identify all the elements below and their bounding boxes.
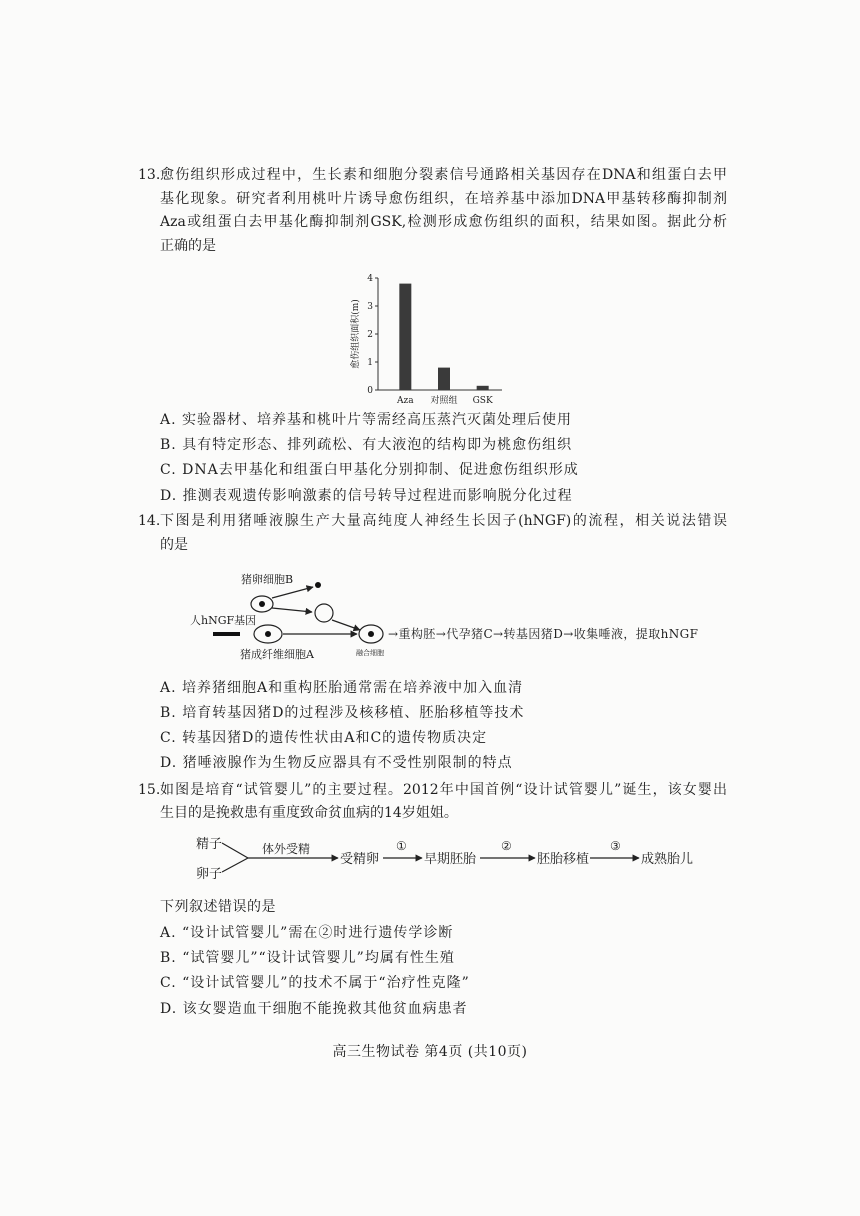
fertilization-label: 体外受精 xyxy=(262,842,311,856)
egg-cell-b-label: 猪卵细胞B xyxy=(241,573,294,586)
question-15-option-c: C. “设计试管婴儿”的技术不属于“治疗性克隆” xyxy=(160,975,470,991)
y-tick-label: 0 xyxy=(367,386,373,396)
question-14-option-b: B. 培育转基因猪D的过程涉及核移植、胚胎移植等技术 xyxy=(160,705,525,721)
fibroblast-cell-a xyxy=(254,625,282,643)
sperm-converge-line xyxy=(222,843,248,858)
callus-area-bar-chart xyxy=(350,270,510,410)
egg-label: 卵子 xyxy=(196,867,223,882)
question-15-option-d: D. 该女婴造血干细胞不能挽救其他贫血病患者 xyxy=(160,1001,468,1017)
enucleated-egg xyxy=(315,604,333,622)
question-13-stem-line: Aza或组蛋白去甲基化酶抑制剂GSK,检测形成愈伤组织的面积，结果如图。据此分析 xyxy=(160,214,727,230)
hngf-gene-label: 人hNGF基因 xyxy=(190,614,257,627)
question-13-option-a: A. 实验器材、培养基和桃叶片等需经高压蒸汽灭菌处理后使用 xyxy=(160,412,573,428)
bar-2 xyxy=(477,386,489,390)
y-tick-label: 4 xyxy=(367,274,373,284)
question-14-stem-line: 的是 xyxy=(160,537,188,553)
question-13-stem-line: 愈伤组织形成过程中，生长素和细胞分裂素信号通路相关基因存在DNA和组蛋白去甲 xyxy=(160,167,727,183)
y-axis-label: 愈伤组织面积(m) xyxy=(351,299,361,369)
fused-cell-label: 融合细胞 xyxy=(356,649,384,657)
y-tick-label: 1 xyxy=(367,358,373,368)
fibroblast-cell-a-label: 猪成纤维细胞A xyxy=(240,648,314,661)
question-14-option-d: D. 猪唾液腺作为生物反应器具有不受性别限制的特点 xyxy=(160,755,513,771)
x-category-label: GSK xyxy=(472,396,493,406)
question-15-prompt: 下列叙述错误的是 xyxy=(160,899,276,915)
question-14-option-a: A. 培养猪细胞A和重构胚胎通常需在培养液中加入血清 xyxy=(160,680,524,696)
bar-1 xyxy=(438,368,450,390)
question-15-number: 15. xyxy=(138,782,161,798)
step-1-marker: ① xyxy=(396,839,407,853)
question-13-stem-line: 正确的是 xyxy=(160,238,216,254)
ivf-process-diagram xyxy=(190,832,700,887)
enucleated-egg-arrow xyxy=(272,608,312,612)
embryo-transfer-label: 胚胎移植 xyxy=(537,852,590,867)
question-13-stem-line: 基化现象。研究者利用桃叶片诱导愈伤组织，在培养基中添加DNA甲基转移酶抑制剂 xyxy=(160,191,727,207)
early-embryo-label: 早期胚胎 xyxy=(424,852,477,867)
question-15-stem-line: 如图是培育“试管婴儿”的主要过程。2012年中国首例“设计试管婴儿”诞生，该女婴出 xyxy=(160,782,727,798)
x-category-label: Aza xyxy=(397,396,414,406)
question-14-number: 14. xyxy=(138,513,161,529)
question-13-option-c: C. DNA去甲基化和组蛋白甲基化分别抑制、促进愈伤组织形成 xyxy=(160,462,579,478)
question-15-stem-line: 生目的是挽救患有重度致命贫血病的14岁姐姐。 xyxy=(160,805,458,821)
question-13-option-b: B. 具有特定形态、排列疏松、有大液泡的结构即为桃愈伤组织 xyxy=(160,437,573,453)
x-category-label: 对照组 xyxy=(430,396,458,406)
question-15-option-b: B. “试管婴儿”“设计试管婴儿”均属有性生殖 xyxy=(160,950,455,966)
question-14-option-c: C. 转基因猪D的遗传性状由A和C的遗传物质决定 xyxy=(160,730,488,746)
step-3-marker: ③ xyxy=(610,839,621,853)
removed-nucleus xyxy=(315,582,321,588)
mature-fetus-label: 成熟胎儿 xyxy=(641,852,694,867)
page-footer: 高三生物试卷 第4页 (共10页) xyxy=(332,1044,528,1060)
process-steps-text: →重构胚→代孕猪C→转基因猪D→收集唾液，提取hNGF xyxy=(388,627,698,641)
enucleation-arrow xyxy=(272,587,313,598)
question-13-option-d: D. 推测表观遗传影响激素的信号转导过程进而影响脱分化过程 xyxy=(160,488,573,504)
step-2-marker: ② xyxy=(501,839,512,853)
egg-to-fused-cell-arrow xyxy=(332,620,360,630)
y-tick-label: 3 xyxy=(367,302,373,312)
egg-converge-line xyxy=(222,858,248,872)
bar-0 xyxy=(399,284,411,390)
question-14-stem-line: 下图是利用猪唾液腺生产大量高纯度人神经生长因子(hNGF)的流程，相关说法错误 xyxy=(160,513,727,529)
fused-cell xyxy=(359,625,383,643)
zygote-label: 受精卵 xyxy=(340,852,380,867)
sperm-label: 精子 xyxy=(196,837,223,852)
egg-cell-b xyxy=(251,596,273,612)
y-tick-label: 2 xyxy=(367,330,373,340)
hngf-production-flow-diagram xyxy=(180,565,710,665)
question-15-option-a: A. “设计试管婴儿”需在②时进行遗传学诊断 xyxy=(160,925,454,941)
question-13-number: 13. xyxy=(138,167,161,183)
